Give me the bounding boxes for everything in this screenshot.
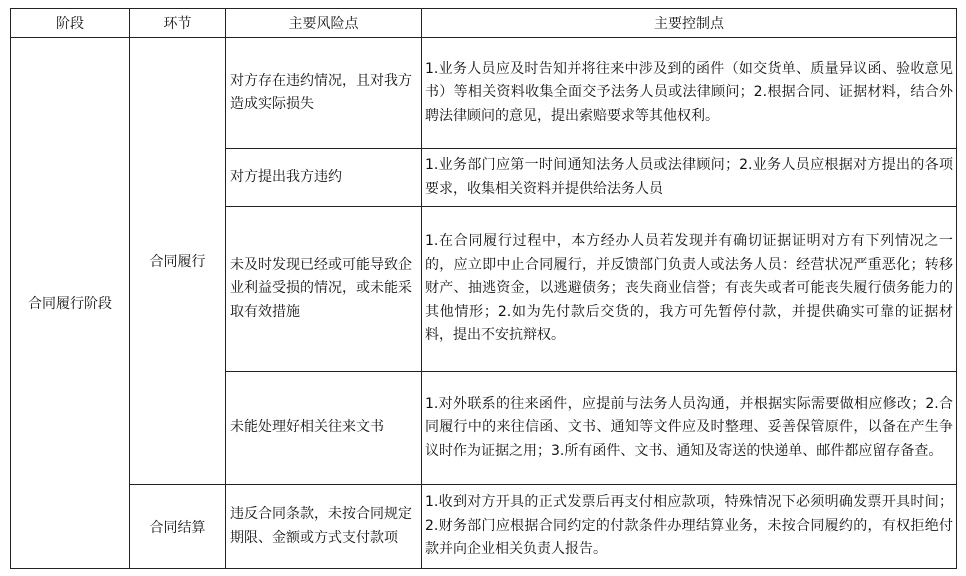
- risk-control-table-container: [10, 8, 956, 569]
- risk-cell: 对方提出我方违约: [226, 149, 422, 207]
- table-row: [11, 485, 957, 569]
- risk-cell: 违反合同条款，未按合同规定期限、金额或方式支付款项: [226, 485, 422, 569]
- link-cell-performance: 合同履行: [130, 38, 226, 485]
- control-cell: 1.业务部门应第一时间通知法务人员或法律顾问；2.业务人员应根据对方提出的各项要求，收集相关资料并提供给法务人员: [422, 149, 957, 207]
- control-cell: 1.收到对方开具的正式发票后再支付相应款项，特殊情况下必须明确发票开具时间；2.财务部门应根据合同约定的付款条件办理结算业务，未按合同履约的，有权拒绝付款并向企业相关负责人报告。: [422, 485, 957, 569]
- control-cell: 1.对外联系的往来函件，应提前与法务人员沟通，并根据实际需要做相应修改；2.合同履行中的来往信函、文书、通知等文件应及时整理、妥善保管原件，以备在产生争议时作为证据之用；3.所有函件、文书、通知及寄送的快递单、邮件都应留存备查。: [422, 372, 957, 485]
- risk-cell: 对方存在违约情况，且对我方造成实际损失: [226, 38, 422, 149]
- table-row: [11, 38, 957, 149]
- header-stage: 阶段: [11, 9, 130, 38]
- control-cell: 1.业务人员应及时告知并将往来中涉及到的函件（如交货单、质量异议函、验收意见书）等相关资料收集全面交予法务人员或法律顾问；2.根据合同、证据材料，结合外聘法律顾问的意见，提出索赔要求等其他权利。: [422, 38, 957, 149]
- table-header-row: [11, 9, 957, 38]
- stage-cell: 合同履行阶段: [11, 38, 130, 569]
- risk-control-table: [10, 8, 957, 569]
- header-risk: 主要风险点: [226, 9, 422, 38]
- risk-cell: 未及时发现已经或可能导致企业利益受损的情况，或未能采取有效措施: [226, 207, 422, 372]
- header-link: 环节: [130, 9, 226, 38]
- header-control: 主要控制点: [422, 9, 957, 38]
- link-cell-settlement: 合同结算: [130, 485, 226, 569]
- risk-cell: 未能处理好相关往来文书: [226, 372, 422, 485]
- control-cell: 1.在合同履行过程中，本方经办人员若发现并有确切证据证明对方有下列情况之一的，应立即中止合同履行，并反馈部门负责人或法务人员：经营状况严重恶化；转移财产、抽逃资金，以逃避债务；丧失商业信誉；有丧失或者可能丧失履行债务能力的其他情形；2.如为先付款后交货的，我方可先暂停付款，并提供确实可靠的证据材料，提出不安抗辩权。: [422, 207, 957, 372]
